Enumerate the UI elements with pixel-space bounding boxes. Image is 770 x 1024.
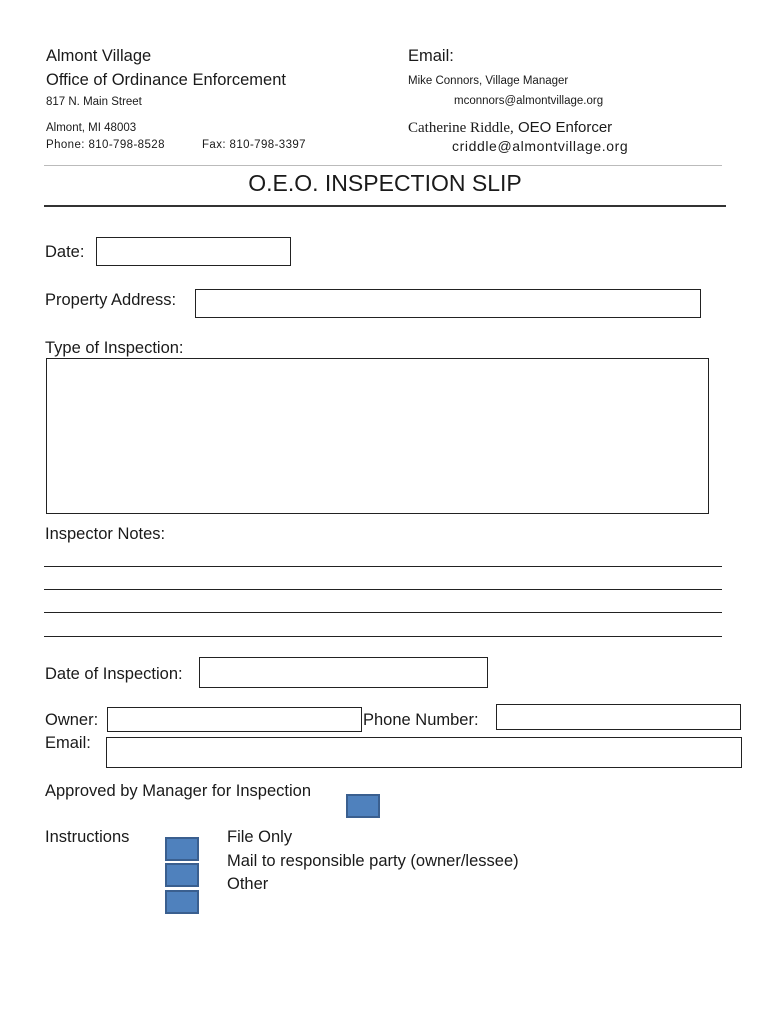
notes-line[interactable] (44, 566, 722, 567)
title-underline (44, 205, 726, 207)
owner-field[interactable] (107, 707, 362, 732)
inspector-notes-label: Inspector Notes: (45, 525, 166, 543)
notes-line[interactable] (44, 589, 722, 590)
phone-number-field[interactable] (496, 704, 741, 730)
instructions-label: Instructions (45, 828, 130, 846)
header-divider (44, 165, 722, 166)
phone-number: Phone: 810-798-8528 (46, 139, 165, 151)
approval-checkbox[interactable] (346, 794, 380, 818)
notes-line[interactable] (44, 612, 722, 613)
org-name: Almont Village (46, 47, 152, 65)
email-label: Email: (45, 734, 91, 752)
manager-name: Mike Connors, Village Manager (408, 75, 569, 87)
date-of-inspection-label: Date of Inspection: (45, 665, 183, 683)
enforcer-line (408, 119, 612, 137)
manager-email[interactable]: mconnors@almontvillage.org (454, 95, 604, 107)
email-field[interactable] (106, 737, 742, 768)
office-name: Office of Ordinance Enforcement (46, 71, 286, 89)
date-of-inspection-field[interactable] (199, 657, 488, 688)
notes-line[interactable] (44, 636, 722, 637)
enforcer-title: OEO Enforcer (517, 119, 613, 136)
mail-option-label: Mail to responsible party (owner/lessee) (227, 852, 519, 870)
type-of-inspection-label: Type of Inspection: (45, 339, 184, 357)
type-of-inspection-field[interactable] (46, 358, 709, 514)
date-field[interactable] (96, 237, 291, 266)
file-only-checkbox[interactable] (165, 837, 199, 861)
file-only-option-label: File Only (227, 828, 293, 846)
other-option-label: Other (227, 875, 269, 893)
other-checkbox[interactable] (165, 890, 199, 914)
approval-label: Approved by Manager for Inspection (45, 782, 311, 800)
fax-number: Fax: 810-798-3397 (202, 139, 306, 151)
phone-number-label: Phone Number: (363, 711, 479, 729)
owner-label: Owner: (45, 711, 99, 729)
property-address-label: Property Address: (45, 291, 177, 309)
email-heading: Email: (408, 47, 454, 65)
date-label: Date: (45, 243, 85, 261)
enforcer-name: Catherine Riddle, (408, 120, 514, 136)
mail-checkbox[interactable] (165, 863, 199, 887)
city-state-zip: Almont, MI 48003 (46, 122, 137, 134)
street-address: 817 N. Main Street (46, 96, 142, 108)
enforcer-email[interactable]: criddle@almontvillage.org (452, 138, 629, 154)
property-address-field[interactable] (195, 289, 701, 318)
page-title: O.E.O. INSPECTION SLIP (248, 170, 522, 196)
